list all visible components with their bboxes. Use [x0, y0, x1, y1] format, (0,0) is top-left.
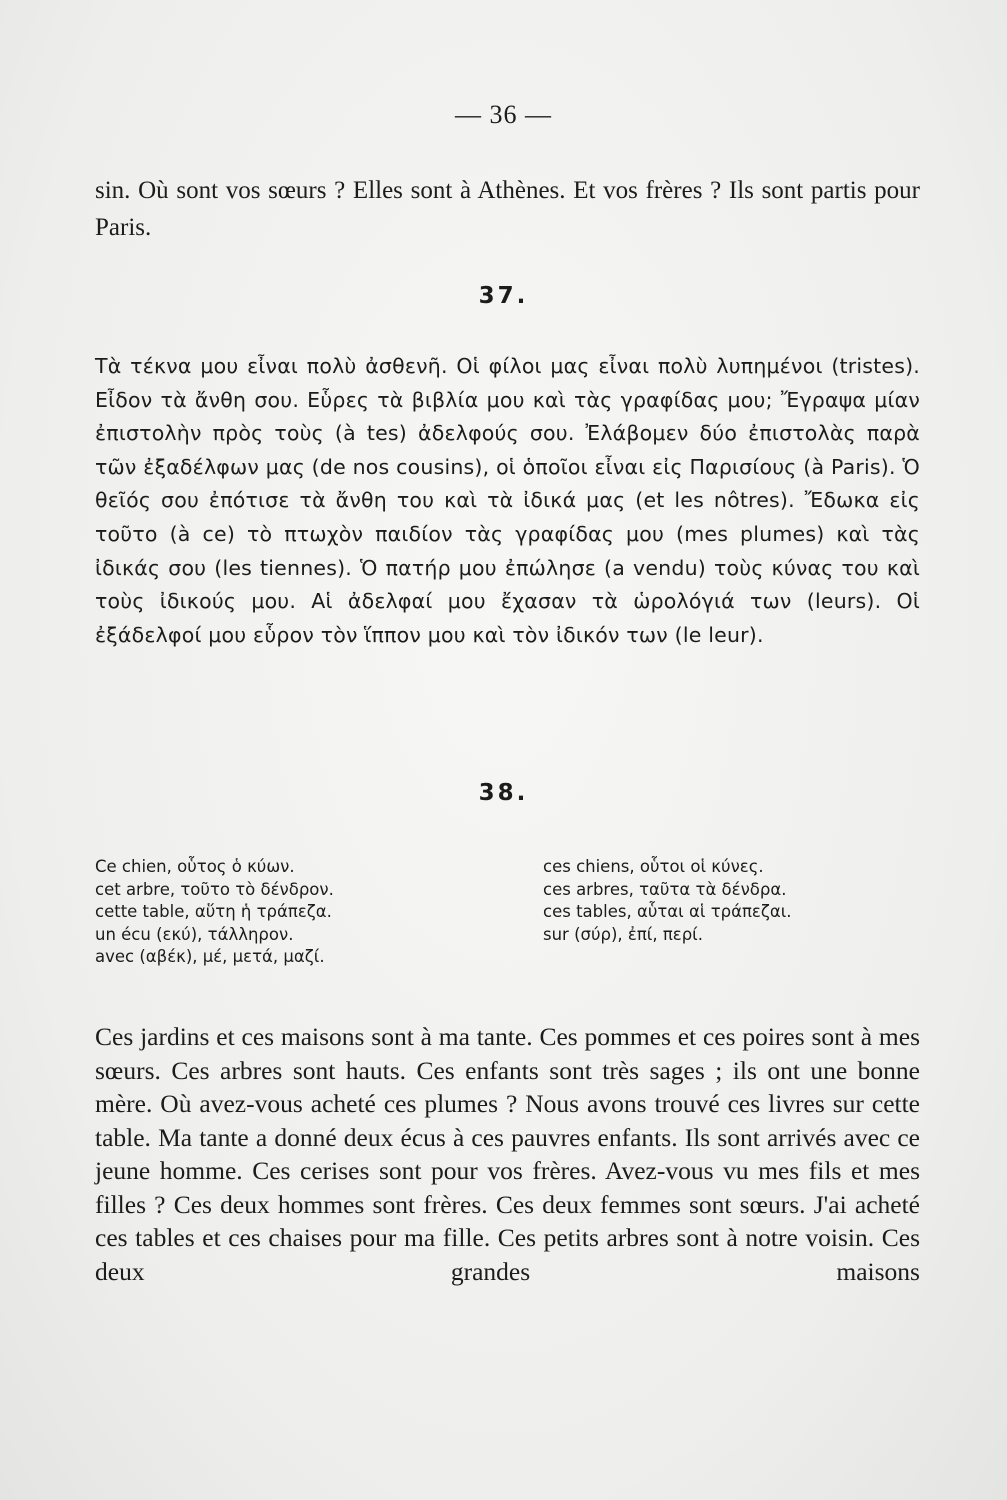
vocab-item: sur (σύρ), ἐπί, περί.	[543, 924, 704, 944]
vocab-item: avec (αβέκ), μέ, μετά, μαζί.	[95, 947, 325, 966]
page-number: — 36 —	[455, 100, 552, 129]
vocab-item: un écu (εκύ), τάλληρον.	[95, 924, 294, 944]
vocab-item: cet arbre, τοῦτο τὸ δένδρον.	[95, 879, 334, 899]
intro-paragraph: sin. Où sont vos sœurs ? Elles sont à Athènes. Et vos frères ? Ils sont partis pour Paris.	[95, 177, 920, 241]
vocab-item: ces arbres, ταῦτα τὰ δένδρα.	[543, 879, 787, 899]
vocab-item: cette table, αὕτη ἡ τράπεζα.	[95, 902, 332, 921]
vocab-item: ces chiens, οὗτοι οἱ κύνες.	[543, 857, 764, 876]
vocabulary-list-right	[543, 856, 792, 946]
exercise-37-greek-text: Τὰ τέκνα μου εἶναι πολὺ ἀσθενῆ. Οἱ φίλοι μας εἶναι πολὺ λυπημένοι (tristes). Εἶδον τὰ ἄνθη σου. Εὗρες τὰ βιβλία μου καὶ τὰς γραφίδας μου; Ἔγραψα μίαν ἐπιστολὴν πρὸς τοὺς (à tes) ἀδελφούς σου. Ἐλάβομεν δύο ἐπιστολὰς παρὰ τῶν ἐξαδέλφων μας (de nos cousins), οἱ ὁποῖοι εἶναι εἰς Παρισίους (à Paris). Ὁ θεῖός σου ἐπότισε τὰ ἄνθη του καὶ τὰ ἰδικά μας (et les nôtres). Ἔδωκα εἰς τοῦτο (à ce) τὸ πτωχὸν παιδίον τὰς γραφίδας μου (mes plumes) καὶ τὰς ἰδικάς σου (les tiennes). Ὁ πατήρ μου ἐπώλησε (a vendu) τοὺς κύνας του καὶ τοὺς ἰδικούς μου. Αἱ ἀδελφαί μου ἔχασαν τὰ ὡρολόγιά των (leurs). Οἱ ἐξάδελφοί μου εὗρον τὸν ἵππον μου καὶ τὸν ἰδικόν των (le leur).	[95, 354, 920, 647]
section-number-38: 38.	[478, 780, 529, 806]
vocab-item: ces tables, αὗται αἱ τράπεζαι.	[543, 902, 792, 921]
vocab-item: Ce chien, οὗτος ὁ κύων.	[95, 857, 295, 876]
vocabulary-list-left	[95, 856, 334, 969]
exercise-38-french-text: Ces jardins et ces maisons sont à ma tante. Ces pommes et ces poires sont à mes sœurs. Ces arbres sont hauts. Ces enfants sont très sages ; ils ont une bonne mère. Où avez-vous acheté ces plumes ? Nous avons trouvé ces livres sur cette table. Ma tante a donné deux écus à ces pauvres enfants. Ils sont arrivés avec ce jeune homme. Ces cerises sont pour vos frères. Avez-vous vu mes fils et mes filles ? Ces deux hommes sont frères. Ces deux femmes sont sœurs. J'ai acheté ces tables et ces chaises pour ma fille. Ces petits arbres sont à notre voisin. Ces deux grandes maisons	[95, 1022, 920, 1286]
section-number-37: 37.	[478, 283, 529, 309]
